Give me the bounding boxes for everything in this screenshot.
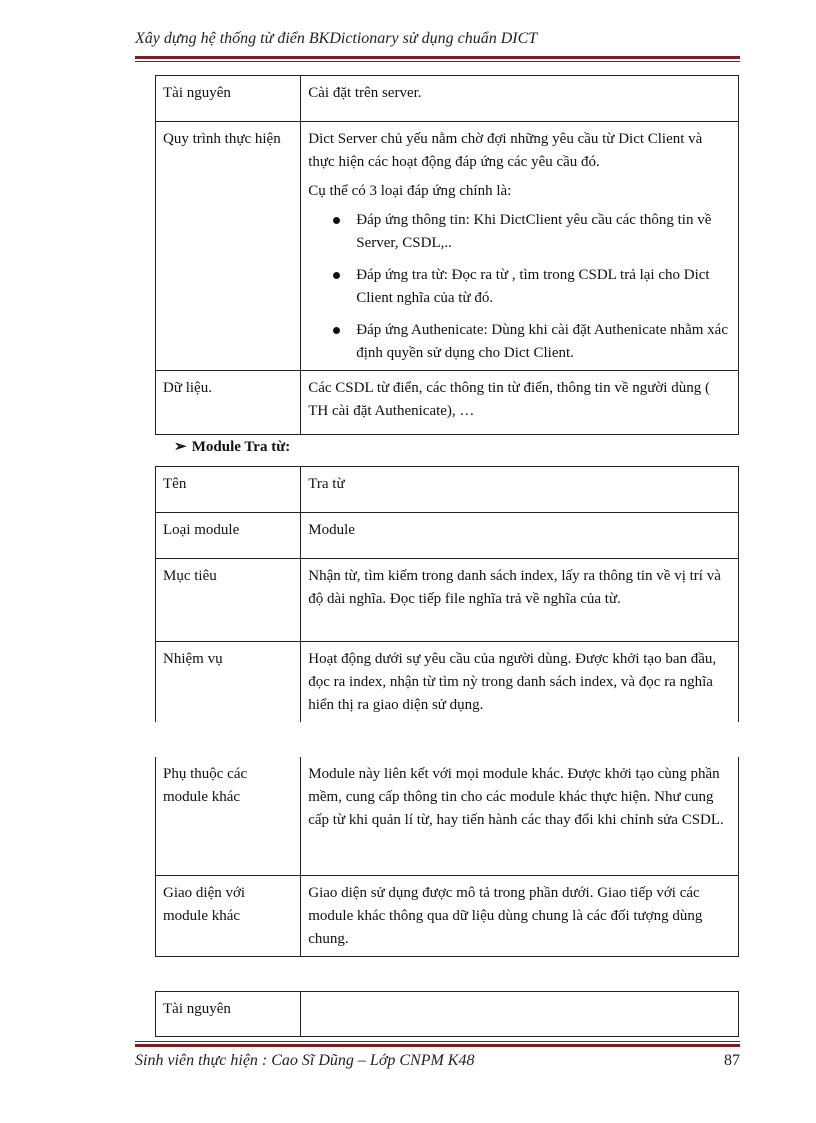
row-content: Tra từ	[301, 467, 739, 513]
section-heading	[174, 437, 290, 456]
row-label: Phụ thuộc các module khác	[156, 757, 301, 875]
list-item: Đáp ứng tra từ: Đọc ra từ , tìm trong CSDL trả lại cho Dict Client nghĩa của từ đó.	[356, 264, 731, 310]
row-content: Nhận từ, tìm kiếm trong danh sách index, lấy ra thông tin về vị trí và độ dài nghĩa. Đọc tiếp file nghĩa trả về nghĩa của từ.	[301, 559, 739, 642]
table-row	[156, 875, 739, 956]
row-label: Tài nguyên	[156, 76, 301, 122]
table-row	[156, 757, 739, 875]
row-content: Các CSDL từ điển, các thông tin từ điển, thông tin về người dùng ( TH cài đặt Authenicate), …	[301, 371, 739, 435]
table-row	[156, 992, 739, 1037]
response-types-list	[308, 209, 731, 365]
row-label: Quy trình thực hiện	[156, 122, 301, 371]
table-row	[156, 642, 739, 723]
footer-rule-thick	[135, 1044, 740, 1047]
footer-author: Sinh viên thực hiện : Cao Sĩ Dũng – Lớp CNPM K48	[135, 1052, 475, 1069]
table-row	[156, 76, 739, 122]
row-content: Cài đặt trên server.	[301, 76, 739, 122]
row-label: Tên	[156, 467, 301, 513]
row-content: Module này liên kết với mọi module khác. Được khởi tạo cùng phần mềm, cung cấp thông tin cho các module khác thực hiện. Như cung cấp từ khi quản lí từ, hay tiến hành các thay đổi khi chỉnh sửa CSDL.	[301, 757, 739, 875]
server-module-table	[155, 75, 739, 435]
row-label: Giao diện với module khác	[156, 875, 301, 956]
row-label: Dữ liệu.	[156, 371, 301, 435]
process-description: Dict Server chủ yếu nằm chờ đợi những yêu cầu từ Dict Client và thực hiện các hoạt động đáp ứng các yêu cầu đó.	[308, 131, 703, 170]
list-item: Đáp ứng thông tin: Khi DictClient yêu cầu các thông tin về Server, CSDL,..	[356, 209, 731, 255]
arrow-bullet-icon: ➢	[174, 439, 187, 455]
row-content	[301, 992, 739, 1037]
response-types-intro: Cụ thể có 3 loại đáp ứng chính là:	[308, 183, 512, 199]
table-row	[156, 559, 739, 642]
section-title: Module Tra từ:	[191, 439, 291, 455]
table-row	[156, 371, 739, 435]
row-content: Giao diện sử dụng được mô tả trong phần dưới. Giao tiếp với các module khác thông qua dữ liệu dùng chung là các đối tượng dùng chung.	[301, 875, 739, 956]
row-label: Nhiệm vụ	[156, 642, 301, 723]
list-item: Đáp ứng Authenicate: Dùng khi cài đặt Authenicate nhằm xác định quyền sử dụng cho Dict Client.	[356, 319, 731, 365]
row-label: Tài nguyên	[156, 992, 301, 1037]
row-content	[301, 122, 739, 371]
footer-rule-thin	[135, 1041, 740, 1042]
page-number: 87	[724, 1052, 740, 1069]
header-rule-thin	[135, 61, 740, 62]
header-rule-thick	[135, 56, 740, 59]
page-header-title: Xây dựng hệ thống từ điển BKDictionary sử dụng chuẩn DICT	[135, 30, 538, 47]
row-label: Loại module	[156, 513, 301, 559]
table-row	[156, 122, 739, 371]
lookup-module-table-continued	[155, 757, 739, 957]
row-content: Module	[301, 513, 739, 559]
table-row	[156, 467, 739, 513]
table-row	[156, 513, 739, 559]
lookup-module-table	[155, 466, 739, 722]
resources-table	[155, 991, 739, 1037]
row-label: Mục tiêu	[156, 559, 301, 642]
row-content: Hoạt động dưới sự yêu cầu của người dùng. Được khởi tạo ban đầu, đọc ra index, nhận từ tìm nỳ trong danh sách index, và đọc ra nghĩa hiển thị ra giao diện sử dụng.	[301, 642, 739, 723]
